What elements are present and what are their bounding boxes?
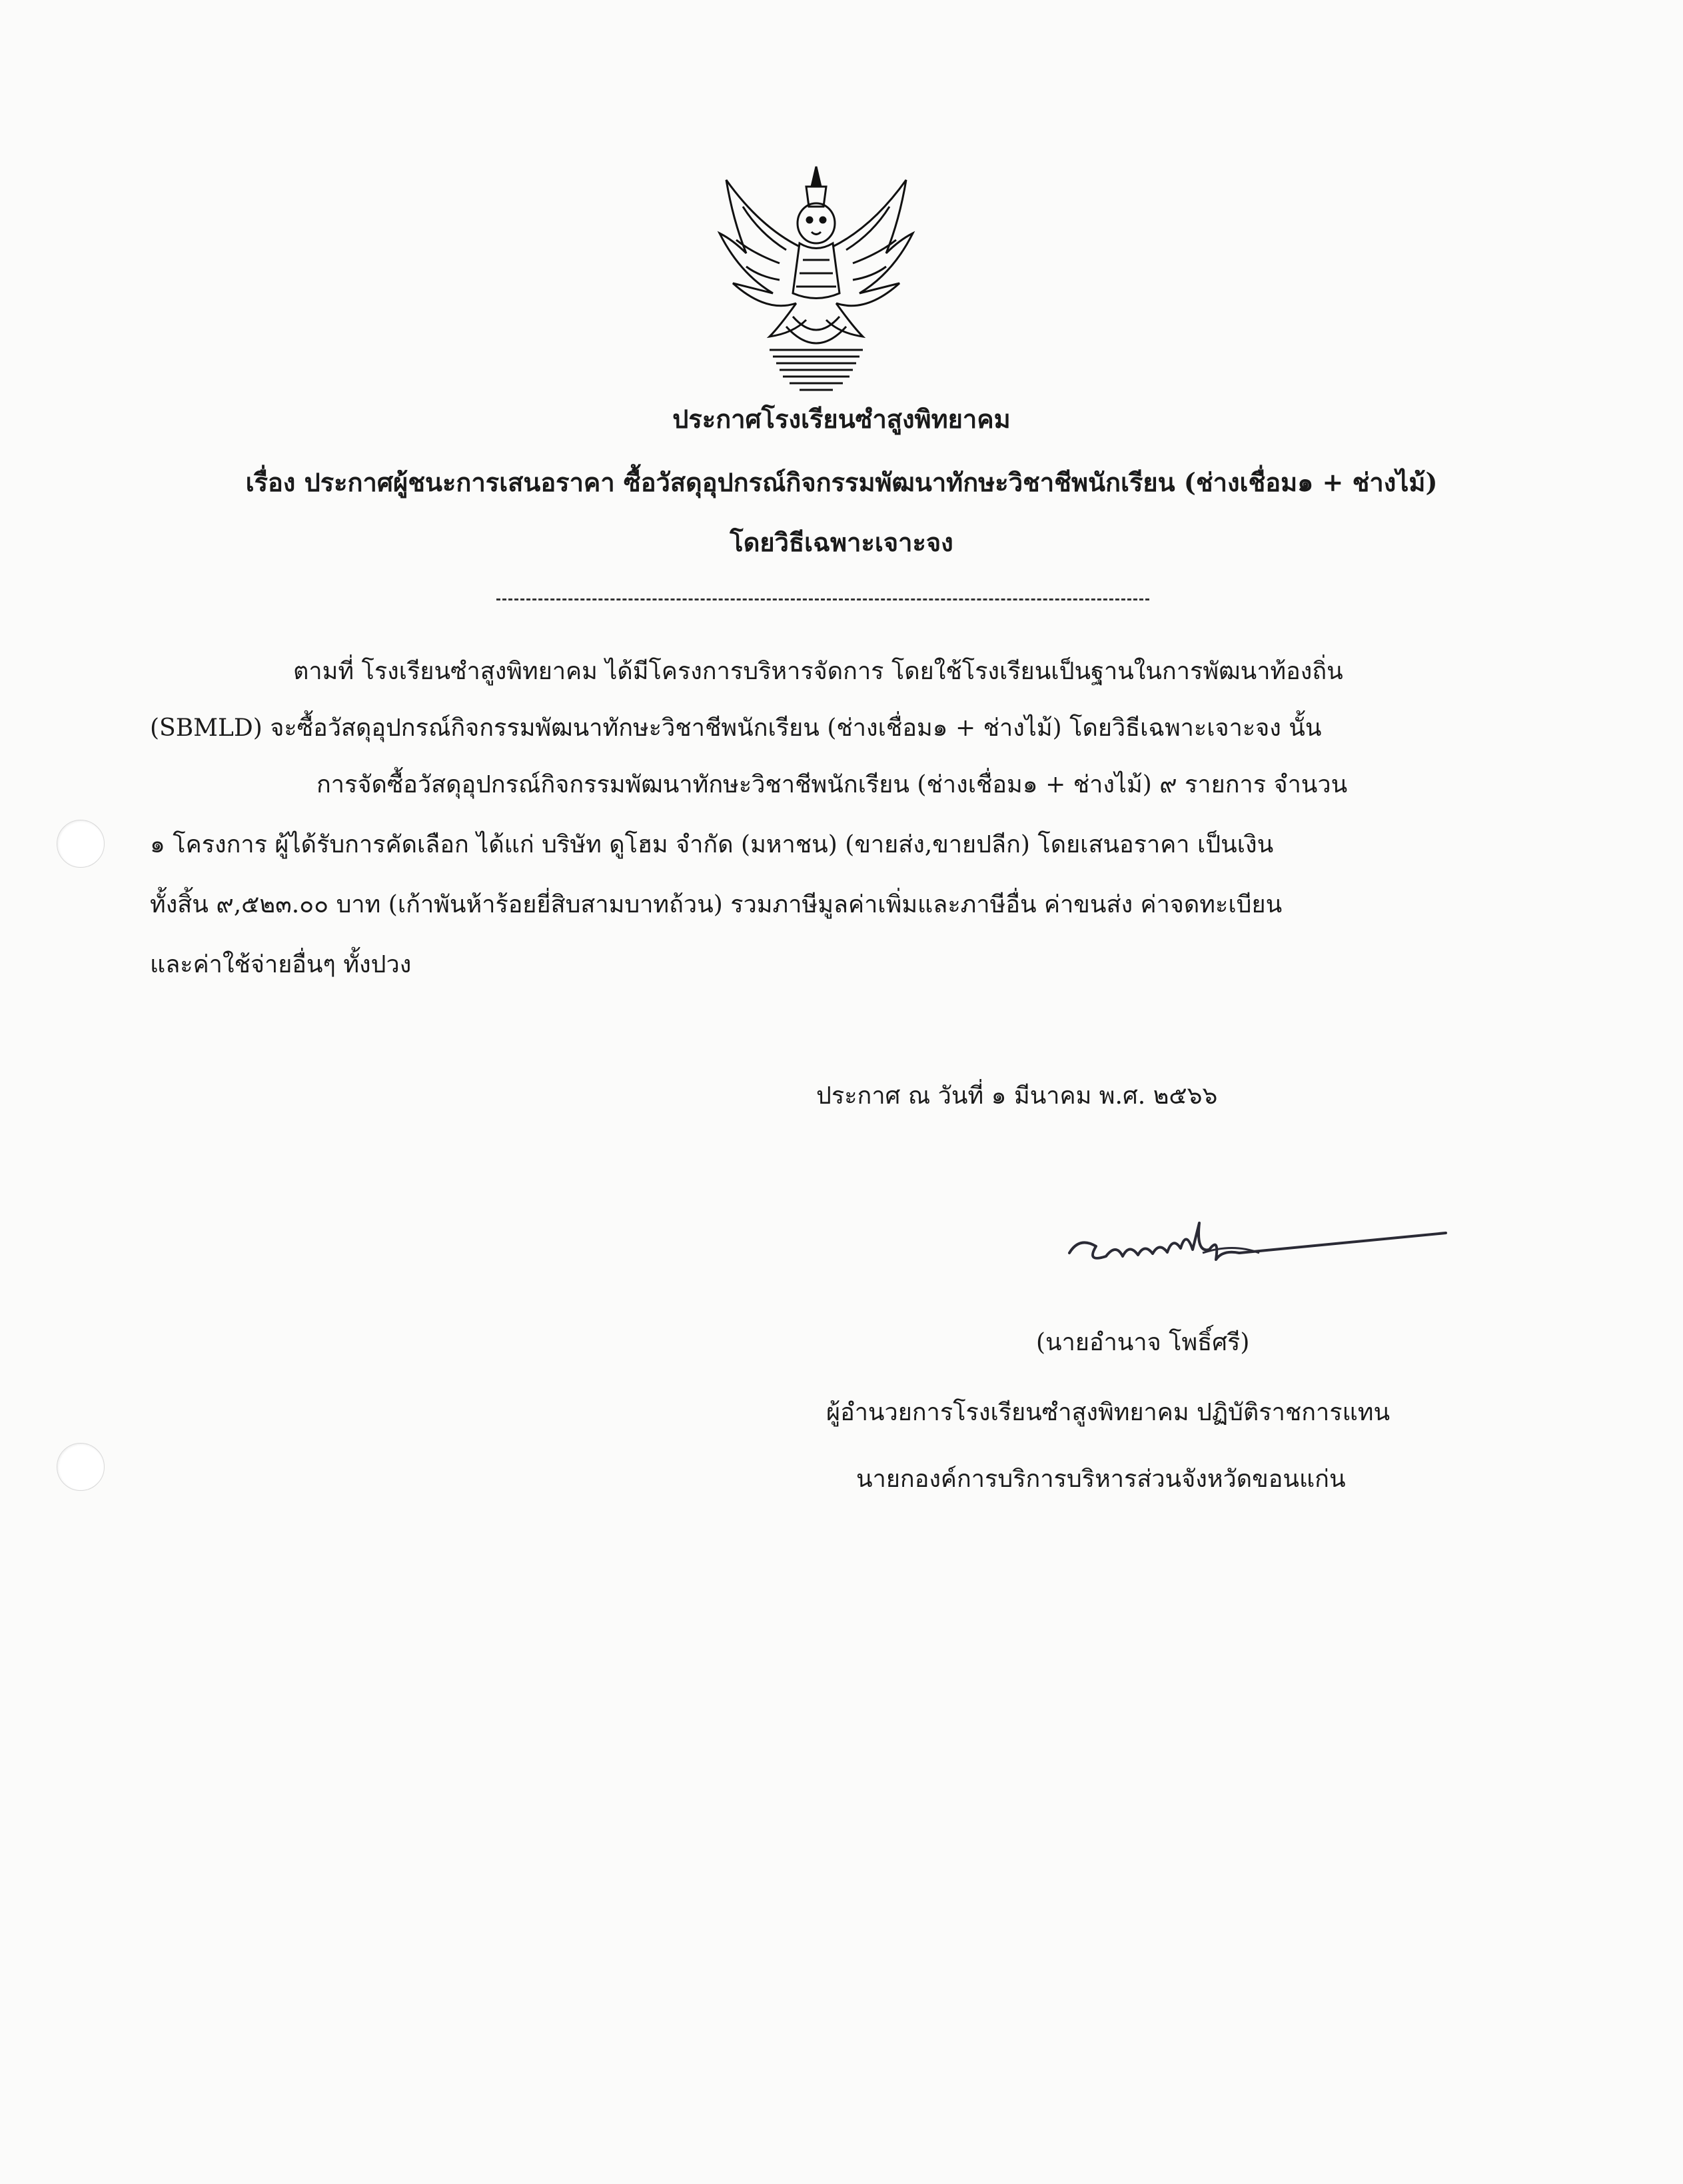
punch-hole — [57, 1443, 105, 1491]
handwritten-signature — [1059, 1190, 1459, 1290]
body-line-5: ทั้งสิ้น ๙,๕๒๓.๐๐ บาท (เก้าพันห้าร้อยยี่สิบสามบาทถ้วน) รวมภาษีมูลค่าเพิ่มและภาษีอื่น ค่าขนส่ง ค่าจดทะเบียน — [150, 891, 1283, 918]
subject-line: เรื่อง ประกาศผู้ชนะการเสนอราคา ซื้อวัสดุอุปกรณ์กิจกรรมพัฒนาทักษะวิชาชีพนักเรียน (ช่างเชื่อม๑ + ช่างไม้) — [245, 467, 1438, 497]
page-title: ประกาศโรงเรียนซำสูงพิทยาคม — [672, 404, 1011, 434]
signatory-position-2: นายกองค์การบริการบริหารส่วนจังหวัดขอนแก่น — [856, 1466, 1346, 1493]
body-line-4: ๑ โครงการ ผู้ได้รับการคัดเลือก ได้แก่ บริษัท ดูโฮม จำกัด (มหาชน) (ขายส่ง,ขายปลีก) โดยเสนอราคา เป็นเงิน — [150, 831, 1274, 858]
announcement-date: ประกาศ ณ วันที่ ๑ มีนาคม พ.ศ. ๒๕๖๖ — [816, 1082, 1218, 1110]
body-line-6: และค่าใช้จ่ายอื่นๆ ทั้งปวง — [150, 951, 412, 978]
dashed-divider — [496, 598, 1149, 600]
signatory-name: (นายอำนาจ โพธิ์ศรี) — [1036, 1329, 1250, 1356]
body-line-1: ตามที่ โรงเรียนซำสูงพิทยาคม ได้มีโครงการบริหารจัดการ โดยใช้โรงเรียนเป็นฐานในการพัฒนาท้องถิ่น — [293, 658, 1343, 685]
body-line-3: การจัดซื้อวัสดุอุปกรณ์กิจกรรมพัฒนาทักษะวิชาชีพนักเรียน (ช่างเชื่อม๑ + ช่างไม้) ๙ รายการ จำนวน — [316, 771, 1348, 798]
body-line-2: (SBMLD) จะซื้อวัสดุอุปกรณ์กิจกรรมพัฒนาทักษะวิชาชีพนักเรียน (ช่างเชื่อม๑ + ช่างไม้) โดยวิธีเฉพาะเจาะจง นั้น — [150, 714, 1322, 742]
garuda-emblem-icon — [706, 160, 926, 400]
method-line: โดยวิธีเฉพาะเจาะจง — [730, 527, 953, 557]
punch-hole — [57, 820, 105, 868]
signatory-position-1: ผู้อำนวยการโรงเรียนซำสูงพิทยาคม ปฏิบัติราชการแทน — [826, 1399, 1391, 1426]
